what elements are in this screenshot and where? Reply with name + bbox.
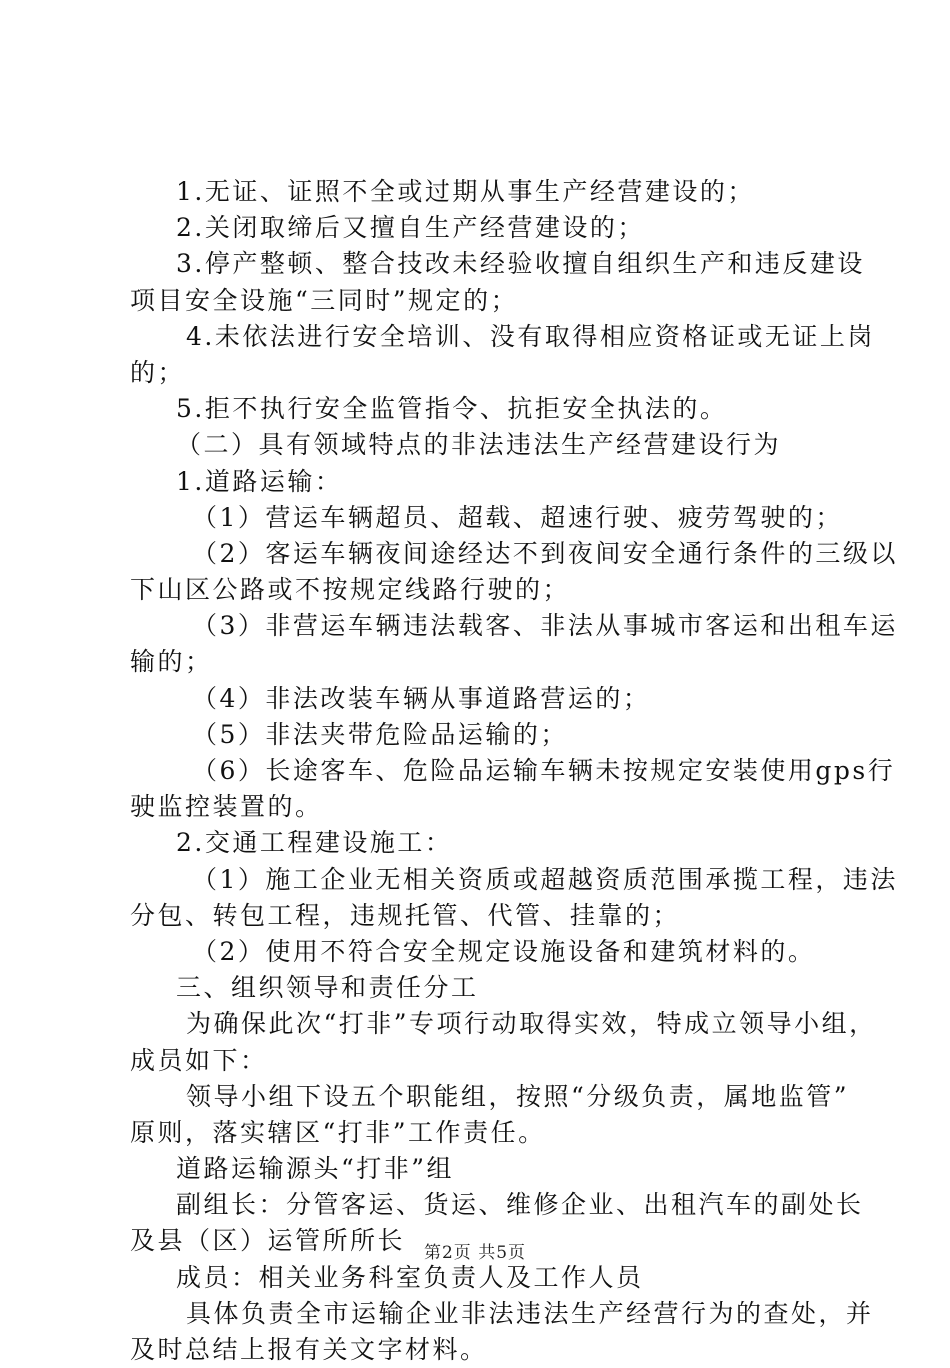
- list-item-continuation: 的；: [130, 357, 186, 387]
- list-item: （4）非法改装车辆从事道路营运的；: [192, 683, 651, 713]
- paragraph: 副组长：分管客运、货运、维修企业、出租汽车的副处长: [176, 1190, 864, 1220]
- list-item: 1.无证、证照不全或过期从事生产经营建设的；: [176, 177, 755, 206]
- list-item: （2）客运车辆夜间途经达不到夜间安全通行条件的三级以: [192, 538, 898, 568]
- list-item: 5.拒不执行安全监管指令、抗拒安全执法的。: [176, 394, 728, 424]
- paragraph-continuation: 及县（区）运管所所长: [130, 1226, 406, 1256]
- list-item: 3.停产整顿、整合技改未经验收擅自组织生产和违反建设: [176, 249, 865, 279]
- list-item: 2.关闭取缔后又擅自生产经营建设的；: [176, 213, 645, 243]
- list-item: （6）长途客车、危险品运输车辆未按规定安装使用gps行: [192, 756, 896, 785]
- paragraph-continuation: 及时总结上报有关文字材料。: [130, 1335, 488, 1364]
- group-heading: 道路运输源头“打非”组: [176, 1154, 455, 1184]
- list-item: （2）使用不符合安全规定设施设备和建筑材料的。: [192, 936, 816, 966]
- list-item: （5）非法夹带危险品运输的；: [192, 719, 568, 749]
- paragraph: 具体负责全市运输企业非法违法生产经营行为的查处，并: [186, 1298, 874, 1328]
- list-item-continuation: 项目安全设施“三同时”规定的；: [130, 285, 519, 315]
- list-item-continuation: 输的；: [130, 647, 213, 677]
- list-item-continuation: 下山区公路或不按规定线路行驶的；: [130, 575, 571, 605]
- list-item-continuation: 驶监控装置的。: [130, 792, 323, 822]
- list-item: 4.未依法进行安全培训、没有取得相应资格证或无证上岗: [186, 321, 875, 351]
- subsection-heading: 2.交通工程建设施工：: [176, 828, 453, 858]
- paragraph-continuation: 成员如下：: [130, 1045, 268, 1075]
- paragraph: 领导小组下设五个职能组，按照“分级负责，属地监管”: [186, 1081, 850, 1111]
- list-item: （3）非营运车辆违法载客、非法从事城市客运和出租车运: [192, 611, 898, 641]
- paragraph: 成员：相关业务科室负责人及工作人员: [176, 1262, 644, 1292]
- list-item: （1）施工企业无相关资质或超越资质范围承揽工程，违法: [192, 864, 898, 894]
- list-item-continuation: 分包、转包工程，违规托管、代管、挂靠的；: [130, 900, 681, 930]
- paragraph-continuation: 原则，落实辖区“打非”工作责任。: [130, 1117, 546, 1147]
- page-number: 第2页 共5页: [423, 1243, 527, 1263]
- document-body: [130, 174, 898, 1368]
- section-heading: （二）具有领域特点的非法违法生产经营建设行为: [176, 430, 782, 460]
- paragraph: 为确保此次“打非”专项行动取得实效，特成立领导小组，: [186, 1009, 877, 1039]
- section-heading: 三、组织领导和责任分工: [176, 973, 479, 1003]
- list-item: （1）营运车辆超员、超载、超速行驶、疲劳驾驶的；: [192, 502, 843, 532]
- subsection-heading: 1.道路运输：: [176, 466, 343, 496]
